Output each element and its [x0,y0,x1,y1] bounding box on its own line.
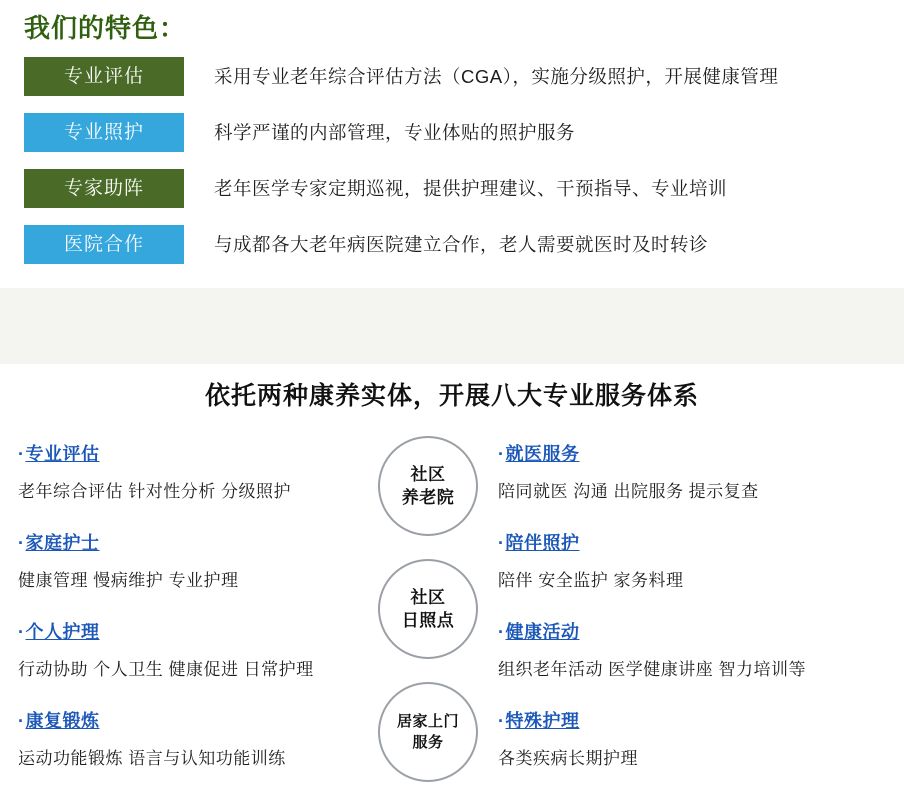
service-block-rehabilitation [18,707,363,769]
service-name: 康复锻炼 [25,711,100,731]
bullet-icon: · [18,622,25,642]
services-right-column [498,440,898,796]
feature-text: 科学严谨的内部管理，专业体贴的照护服务 [214,122,576,143]
circle-line-1: 社区 [410,465,446,484]
feature-tag-professional-assessment: 专业评估 [24,57,184,96]
service-entities-circles [378,436,488,805]
service-block-special-care [498,707,898,769]
bullet-icon: · [498,533,505,553]
bullet-icon: · [18,444,25,464]
feature-text: 与成都各大老年病医院建立合作，老人需要就医时及时转诊 [214,234,709,255]
service-name: 家庭护士 [25,533,100,553]
feature-tag-professional-care: 专业照护 [24,113,184,152]
service-name: 就医服务 [505,444,580,464]
service-block-medical-service [498,440,898,502]
circle-community-day-care [378,559,478,659]
service-head [18,618,363,644]
feature-row [24,216,884,272]
service-head [498,707,898,733]
service-desc: 健康管理 慢病维护 专业护理 [18,571,239,590]
service-desc: 行动协助 个人卫生 健康促进 日常护理 [18,660,314,679]
feature-text: 采用专业老年综合评估方法（CGA），实施分级照护，开展健康管理 [214,66,779,87]
services-section [0,364,904,782]
circle-line-1: 居家上门 [396,713,459,730]
circle-line-2: 养老院 [401,488,455,507]
section-divider [0,288,904,364]
service-name: 陪伴照护 [505,533,580,553]
service-desc: 各类疾病长期护理 [498,749,638,768]
feature-row [24,104,884,160]
service-name: 健康活动 [505,622,580,642]
service-desc: 老年综合评估 针对性分析 分级照护 [18,482,291,501]
circle-community-nursing-home [378,436,478,536]
bullet-icon: · [18,533,25,553]
service-block-personal-care [18,618,363,680]
service-desc: 组织老年活动 医学健康讲座 智力培训等 [498,660,806,679]
feature-tag-expert-support: 专家助阵 [24,169,184,208]
service-block-family-nurse [18,529,363,591]
features-list [24,48,884,272]
service-name: 专业评估 [25,444,100,464]
service-desc: 陪同就医 沟通 出院服务 提示复查 [498,482,759,501]
service-desc: 运动功能锻炼 语言与认知功能训练 [18,749,286,768]
feature-row [24,48,884,104]
bullet-icon: · [498,622,505,642]
circle-line-2: 日照点 [401,611,455,630]
service-block-professional-assessment [18,440,363,502]
feature-text: 老年医学专家定期巡视，提供护理建议、干预指导、专业培训 [214,178,728,199]
circle-line-1: 社区 [410,588,446,607]
bullet-icon: · [498,444,505,464]
features-section [0,0,904,300]
service-head [498,529,898,555]
service-head [18,529,363,555]
features-title: 我们的特色： [24,13,187,43]
service-block-companion-care [498,529,898,591]
bullet-icon: · [18,711,25,731]
feature-tag-hospital-cooperation: 医院合作 [24,225,184,264]
service-name: 特殊护理 [505,711,580,731]
services-title: 依托两种康养实体，开展八大专业服务体系 [204,382,699,410]
service-head [498,618,898,644]
feature-row [24,160,884,216]
service-block-health-activities [498,618,898,680]
service-name: 个人护理 [25,622,100,642]
bullet-icon: · [498,711,505,731]
service-desc: 陪伴 安全监护 家务料理 [498,571,684,590]
circle-home-visit-service [378,682,478,782]
circle-line-2: 服务 [412,734,444,751]
service-head [18,440,363,466]
services-left-column [18,440,363,796]
service-head [18,707,363,733]
service-head [498,440,898,466]
